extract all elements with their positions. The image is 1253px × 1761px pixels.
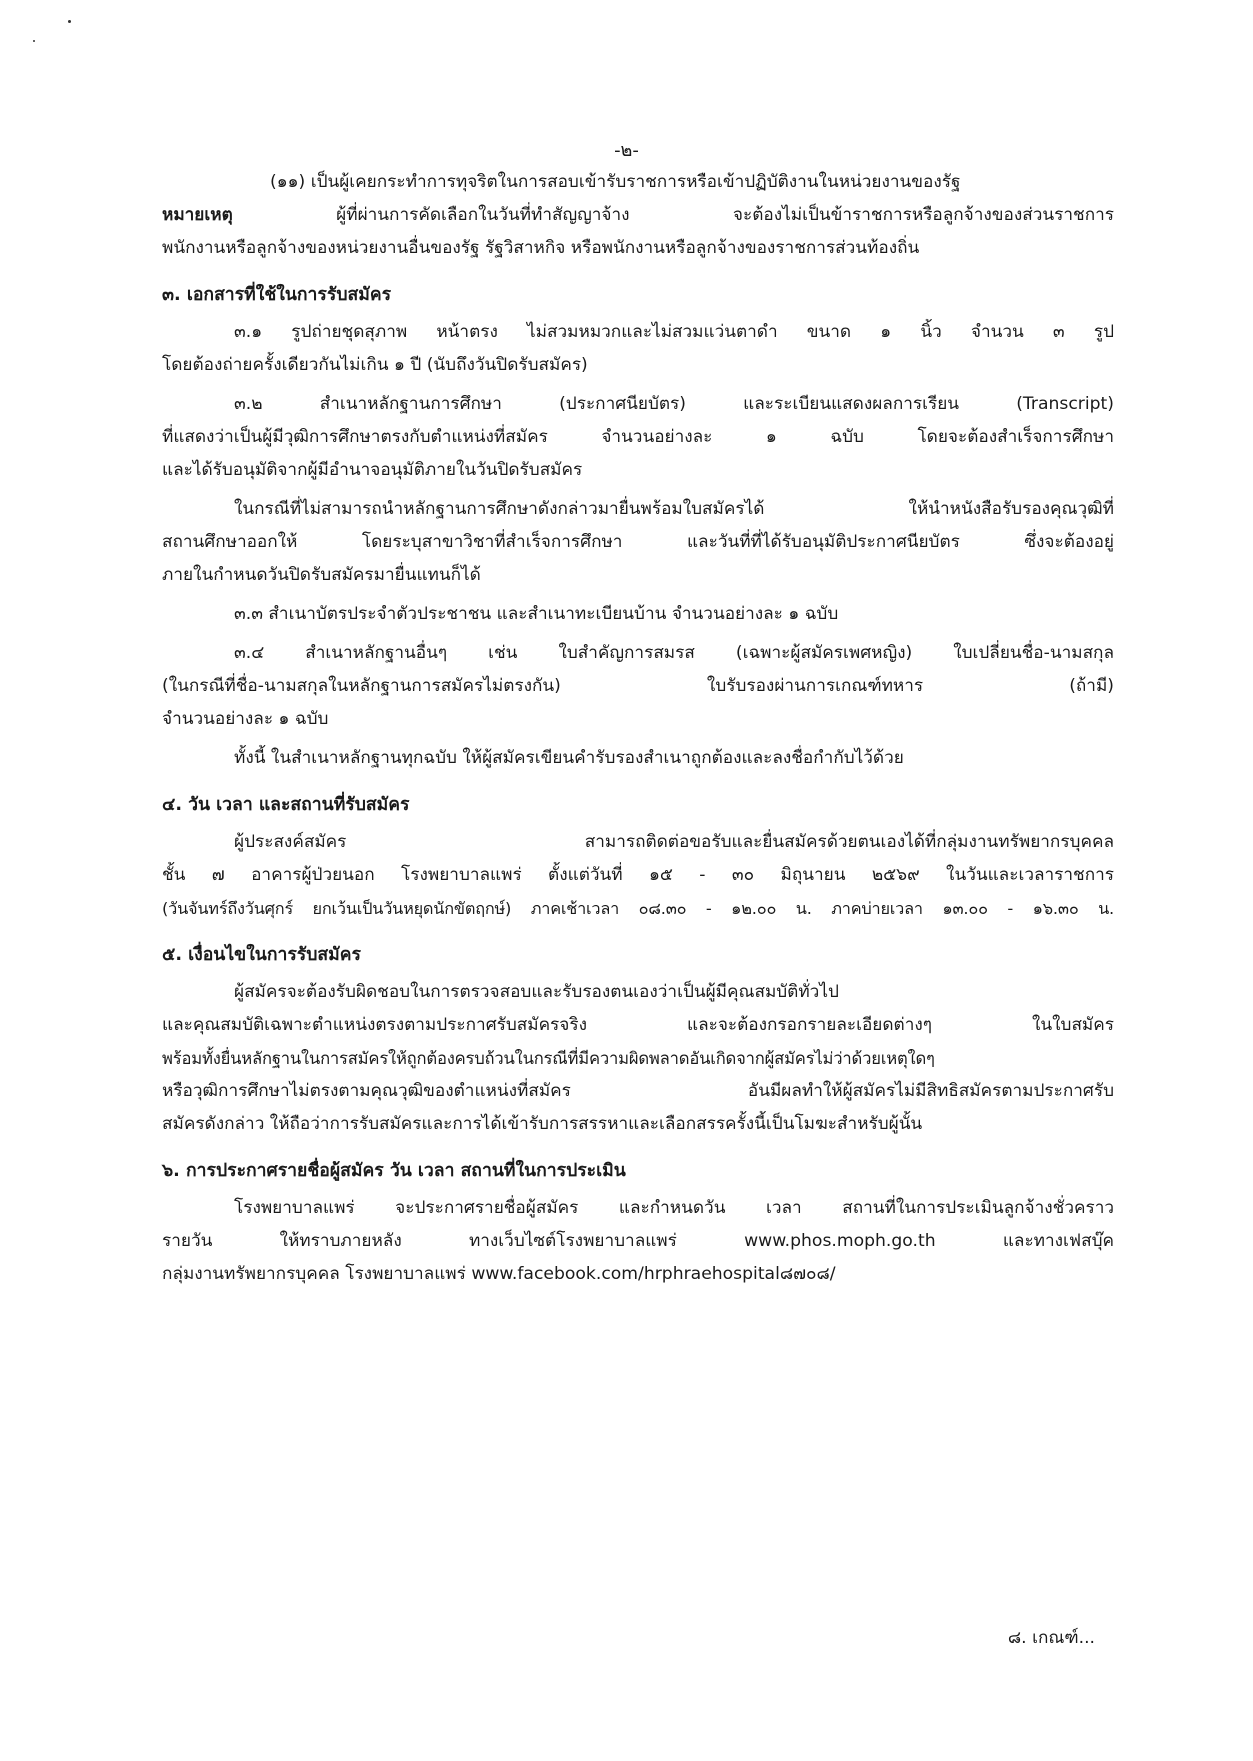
section-3-note: ทั้งนี้ ในสำเนาหลักฐานทุกฉบับ ให้ผู้สมัครเขียนคำรับรองสำเนาถูกต้องและลงชื่อกำกับไว้ด้วย (234, 748, 904, 768)
section-3-2-line-1: ๓.๒ สำเนาหลักฐานการศึกษา (ประกาศนียบัตร) และระเบียนแสดงผลการเรียน (Transcript) (234, 394, 1114, 414)
section-5-line-4: หรือวุฒิการศึกษาไม่ตรงตามคุณวุฒิของตำแหน่งที่สมัคร อันมีผลทำให้ผู้สมัครไม่มีสิทธิสมัครตามประกาศรับ (162, 1081, 1114, 1101)
section-3-2b-line-1: ในกรณีที่ไม่สามารถนำหลักฐานการศึกษาดังกล่าวมายื่นพร้อมใบสมัครได้ ให้นำหนังสือรับรองคุณวุฒิที่ (234, 499, 1114, 519)
section-5-line-2: และคุณสมบัติเฉพาะตำแหน่งตรงตามประกาศรับสมัครจริง และจะต้องกรอกรายละเอียดต่างๆ ในใบสมัคร (162, 1015, 1114, 1035)
section-3-4-line-2: (ในกรณีที่ชื่อ-นามสกุลในหลักฐานการสมัครไม่ตรงกัน) ใบรับรองผ่านการเกณฑ์ทหาร (ถ้ามี) (162, 676, 1114, 696)
section-3-heading: ๓. เอกสารที่ใช้ในการรับสมัคร (162, 285, 392, 305)
section-3-2b-line-3: ภายในกำหนดวันปิดรับสมัครมายื่นแทนก็ได้ (162, 565, 481, 585)
section-6-line-2: รายวัน ให้ทราบภายหลัง ทางเว็บไซต์โรงพยาบาลแพร่ www.phos.moph.go.th และทางเฟสบุ๊ค (162, 1231, 1114, 1251)
section-4-line-1: ผู้ประสงค์สมัคร สามารถติดต่อขอรับและยื่นสมัครด้วยตนเองได้ที่กลุ่มงานทรัพยากรบุคคล (234, 832, 1114, 852)
section-3-2-line-2: ที่แสดงว่าเป็นผู้มีวุฒิการศึกษาตรงกับตำแหน่งที่สมัคร จำนวนอย่างละ ๑ ฉบับ โดยจะต้องสำเร็จการศึกษา (162, 427, 1114, 447)
note-line-2: พนักงานหรือลูกจ้างของหน่วยงานอื่นของรัฐ รัฐวิสาหกิจ หรือพนักงานหรือลูกจ้างของราชการส่วนท้องถิ่น (162, 238, 920, 258)
next-page-reference: ๘. เกณฑ์... (1007, 1628, 1095, 1648)
section-5-line-5: สมัครดังกล่าว ให้ถือว่าการรับสมัครและการได้เข้ารับการสรรหาและเลือกสรรครั้งนี้เป็นโมฆะสำหรับผู้นั้น (162, 1114, 923, 1134)
section-3-2-line-3: และได้รับอนุมัติจากผู้มีอำนาจอนุมัติภายในวันปิดรับสมัคร (162, 460, 583, 480)
section-3-3: ๓.๓ สำเนาบัตรประจำตัวประชาชน และสำเนาทะเบียนบ้าน จำนวนอย่างละ ๑ ฉบับ (234, 604, 839, 624)
section-3-4-line-1: ๓.๔ สำเนาหลักฐานอื่นๆ เช่น ใบสำคัญการสมรส (เฉพาะผู้สมัครเพศหญิง) ใบเปลี่ยนชื่อ-นามสกุล (234, 643, 1114, 663)
section-6-line-3: กลุ่มงานทรัพยากรบุคคล โรงพยาบาลแพร่ www.facebook.com/hrphraehospital๘๗๐๘/ (162, 1264, 836, 1284)
document-body (162, 166, 1114, 1291)
note-line-1 (162, 199, 1114, 232)
scan-speck (68, 20, 71, 23)
section-6-heading: ๖. การประกาศรายชื่อผู้สมัคร วัน เวลา สถานที่ในการประเมิน (162, 1161, 626, 1181)
section-5-line-3: พร้อมทั้งยื่นหลักฐานในการสมัครให้ถูกต้องครบถ้วนในกรณีที่มีความผิดพลาดอันเกิดจากผู้สมัครไม่ว่าด้วยเหตุใดๆ (162, 1049, 935, 1068)
section-5-heading: ๕. เงื่อนไขในการรับสมัคร (162, 945, 361, 965)
section-4-heading: ๔. วัน เวลา และสถานที่รับสมัคร (162, 795, 410, 815)
section-6-line-1: โรงพยาบาลแพร่ จะประกาศรายชื่อผู้สมัคร และกำหนดวัน เวลา สถานที่ในการประเมินลูกจ้างชั่วคราว (234, 1198, 1114, 1218)
item-11: (๑๑) เป็นผู้เคยกระทำการทุจริตในการสอบเข้ารับราชการหรือเข้าปฏิบัติงานในหน่วยงานของรัฐ (270, 172, 961, 192)
section-3-4-line-3: จำนวนอย่างละ ๑ ฉบับ (162, 709, 329, 729)
section-3-2b-line-2: สถานศึกษาออกให้ โดยระบุสาขาวิชาที่สำเร็จการศึกษา และวันที่ที่ได้รับอนุมัติประกาศนียบัตร ซึ่งจะต้องอยู่ (162, 532, 1114, 552)
section-5-line-1: ผู้สมัครจะต้องรับผิดชอบในการตรวจสอบและรับรองตนเองว่าเป็นผู้มีคุณสมบัติทั่วไป (234, 982, 839, 1002)
section-3-1-line-2: โดยต้องถ่ายครั้งเดียวกันไม่เกิน ๑ ปี (นับถึงวันปิดรับสมัคร) (162, 355, 588, 375)
note-text-1: ผู้ที่ผ่านการคัดเลือกในวันที่ทำสัญญาจ้าง จะต้องไม่เป็นข้าราชการหรือลูกจ้างของส่วนราชการ (232, 205, 1114, 225)
page-number: -๒- (614, 140, 639, 161)
section-3-1-line-1: ๓.๑ รูปถ่ายชุดสุภาพ หน้าตรง ไม่สวมหมวกและไม่สวมแว่นตาดำ ขนาด ๑ นิ้ว จำนวน ๓ รูป (234, 322, 1114, 342)
scan-speck (33, 40, 35, 42)
section-4-line-3: (วันจันทร์ถึงวันศุกร์ ยกเว้นเป็นวันหยุดนักขัตฤกษ์) ภาคเช้าเวลา ๐๘.๓๐ - ๑๒.๐๐ น. ภาคบ่ายเวลา ๑๓.๐๐ - ๑๖.๓๐ น. (162, 899, 1114, 918)
section-4-line-2: ชั้น ๗ อาคารผู้ป่วยนอก โรงพยาบาลแพร่ ตั้งแต่วันที่ ๑๕ - ๓๐ มิถุนายน ๒๕๖๙ ในวันและเวลาราชการ (162, 865, 1114, 885)
note-label: หมายเหตุ (162, 205, 233, 225)
